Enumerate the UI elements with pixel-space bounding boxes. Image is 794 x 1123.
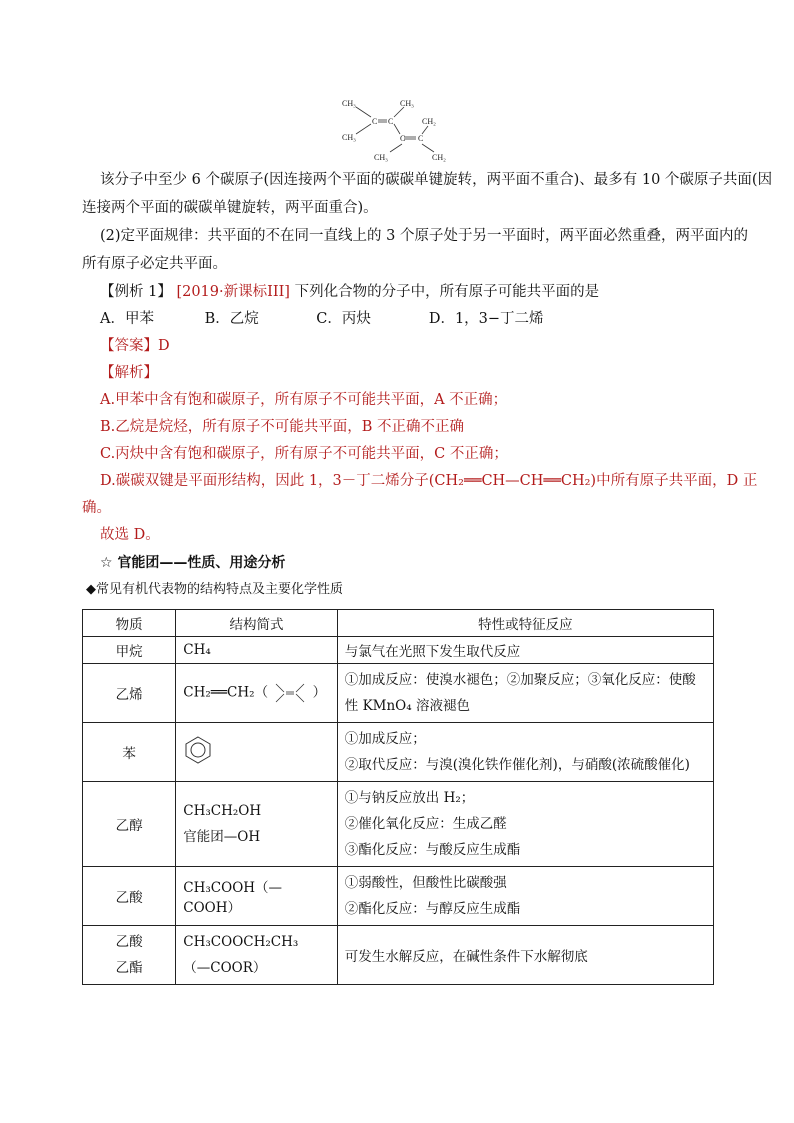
ethene-formula-text: CH₂══CH₂（ bbox=[183, 684, 269, 701]
table-row bbox=[83, 926, 714, 985]
example-question-line bbox=[100, 280, 732, 304]
analysis-line-c: C.丙炔中含有饱和碳原子，所有原子不可能共平面，C 不正确； bbox=[100, 446, 508, 462]
row-ethene-formula bbox=[176, 664, 338, 723]
mol-group-ch3-3: CH₃ bbox=[400, 99, 414, 108]
mol-atom-c4: C bbox=[418, 134, 424, 143]
benzene-ring-diagram bbox=[183, 735, 213, 765]
ethanol-prop-2: ②催化氧化反应：生成乙醛 bbox=[344, 816, 507, 832]
intro-line-1: 该分子中至少 6 个碳原子(因连接两个平面的碳碳单键旋转，两平面不重合)、最多有 10 个碳原子共面(因 bbox=[100, 172, 773, 188]
answer-label: 【答案】 bbox=[100, 338, 158, 354]
ethanol-formula-2: 官能团—OH bbox=[183, 829, 261, 845]
acetic-acid-prop-2: ②酯化反应：与醇反应生成酯 bbox=[344, 901, 521, 917]
star-icon: ☆ bbox=[100, 555, 113, 571]
table-row bbox=[83, 637, 714, 664]
mol-group-ch3-4: CH₃ bbox=[374, 153, 388, 162]
table-row bbox=[83, 867, 714, 926]
conclusion: 故选 D。 bbox=[100, 527, 160, 543]
row-acetic-acid-formula: CH₃COOH（—COOH） bbox=[176, 867, 338, 926]
header-substance: 物质 bbox=[83, 610, 176, 637]
answer-value: D bbox=[158, 338, 170, 354]
row-ethanol-props bbox=[337, 782, 713, 867]
row-methane-name: 甲烷 bbox=[83, 637, 176, 664]
option-d: D．1，3−丁二烯 bbox=[428, 311, 544, 327]
row-benzene-name: 苯 bbox=[83, 723, 176, 782]
benzene-prop-1: ①加成反应； bbox=[344, 731, 426, 747]
ethyl-acetate-name-2: 乙酯 bbox=[115, 960, 143, 976]
section-header bbox=[100, 551, 732, 575]
ethyl-acetate-formula-2: （—COOR） bbox=[183, 960, 267, 976]
mol-group-ch2-2: CH₂ bbox=[432, 153, 446, 162]
example-label: 【例析 1】 bbox=[100, 284, 172, 300]
table-header-row bbox=[83, 610, 714, 637]
ethanol-formula-1: CH₃CH₂OH bbox=[183, 803, 262, 819]
option-c: C．丙炔 bbox=[316, 311, 371, 327]
analysis-line-d: D.碳碳双键是平面形结构，因此 1，3－丁二烯分子(CH₂══CH—CH══CH₂)中所有原子共平面，D 正 bbox=[100, 473, 758, 489]
section-subtitle: ◆常见有机代表物的结构特点及主要化学性质 bbox=[86, 582, 343, 597]
analysis-line-a: A.甲苯中含有饱和碳原子，所有原子不可能共平面，A 不正确； bbox=[100, 392, 508, 408]
example-source: [2019·新课标III] bbox=[176, 284, 290, 300]
table-row bbox=[83, 782, 714, 867]
row-ethanol-name: 乙醇 bbox=[83, 782, 176, 867]
intro-line-2: 连接两个平面的碳碳单键旋转，两平面重合)。 bbox=[82, 200, 378, 216]
ethanol-prop-3: ③酯化反应：与酸反应生成酯 bbox=[344, 842, 521, 858]
ethyl-acetate-name-1: 乙酸 bbox=[115, 934, 143, 950]
ethene-formula-close: ） bbox=[312, 684, 327, 701]
intro-line-3: (2)定平面规律：共平面的不在同一直线上的 3 个原子处于另一平面时，两平面必然重叠，两平面内的 bbox=[100, 228, 748, 244]
ethene-prop-2: 性 KMnO₄ 溶液褪色 bbox=[344, 698, 470, 714]
row-methane-formula: CH₄ bbox=[176, 637, 338, 664]
header-formula: 结构简式 bbox=[176, 610, 338, 637]
analysis-line-b: B.乙烷是烷烃，所有原子不可能共平面，B 不正确不正确 bbox=[100, 419, 465, 435]
example-question: 下列化合物的分子中，所有原子可能共平面的是 bbox=[294, 284, 600, 300]
properties-table bbox=[82, 609, 714, 985]
mol-group-ch3-2: CH₃ bbox=[342, 133, 356, 142]
mol-group-ch3-1: CH₃ bbox=[342, 99, 356, 108]
benzene-prop-2: ②取代反应：与溴(溴化铁作催化剂)，与硝酸(浓硫酸催化) bbox=[344, 757, 690, 773]
molecule-structure-diagram bbox=[336, 94, 460, 166]
ethene-planar-diagram bbox=[272, 680, 308, 706]
row-ethene-props bbox=[337, 664, 713, 723]
analysis-line-d-cont: 确。 bbox=[82, 500, 111, 516]
row-ethene-name: 乙烯 bbox=[83, 664, 176, 723]
mol-atom-c1: C bbox=[372, 117, 378, 126]
example-options bbox=[100, 307, 732, 331]
table-row bbox=[83, 723, 714, 782]
option-b: B．乙烷 bbox=[204, 311, 259, 327]
row-benzene-props bbox=[337, 723, 713, 782]
mol-atom-c3: C bbox=[400, 134, 406, 143]
row-ethyl-acetate-formula bbox=[176, 926, 338, 985]
answer-line bbox=[100, 334, 732, 358]
mol-bonds bbox=[356, 107, 434, 152]
section-title: 官能团——性质、用途分析 bbox=[117, 555, 286, 571]
ethene-prop-1: ①加成反应：使溴水褪色；②加聚反应；③氧化反应：使酸 bbox=[344, 672, 696, 688]
row-ethanol-formula bbox=[176, 782, 338, 867]
mol-group-ch2-1: CH₂ bbox=[422, 117, 436, 126]
acetic-acid-prop-1: ①弱酸性，但酸性比碳酸强 bbox=[344, 875, 507, 891]
row-methane-props: 与氯气在光照下发生取代反应 bbox=[337, 637, 713, 664]
row-acetic-acid-name: 乙酸 bbox=[83, 867, 176, 926]
row-benzene-formula bbox=[176, 723, 338, 782]
table-row bbox=[83, 664, 714, 723]
option-a: A．甲苯 bbox=[100, 311, 154, 327]
ethyl-acetate-formula-1: CH₃COOCH₂CH₃ bbox=[183, 934, 299, 950]
intro-line-4: 所有原子必定共平面。 bbox=[82, 256, 227, 272]
row-ethyl-acetate-name bbox=[83, 926, 176, 985]
row-acetic-acid-props bbox=[337, 867, 713, 926]
ethanol-prop-1: ①与钠反应放出 H₂； bbox=[344, 790, 475, 806]
row-ethyl-acetate-props: 可发生水解反应，在碱性条件下水解彻底 bbox=[337, 926, 713, 985]
analysis-label: 【解析】 bbox=[100, 365, 158, 381]
mol-atom-c2: C bbox=[388, 117, 394, 126]
header-properties: 特性或特征反应 bbox=[337, 610, 713, 637]
